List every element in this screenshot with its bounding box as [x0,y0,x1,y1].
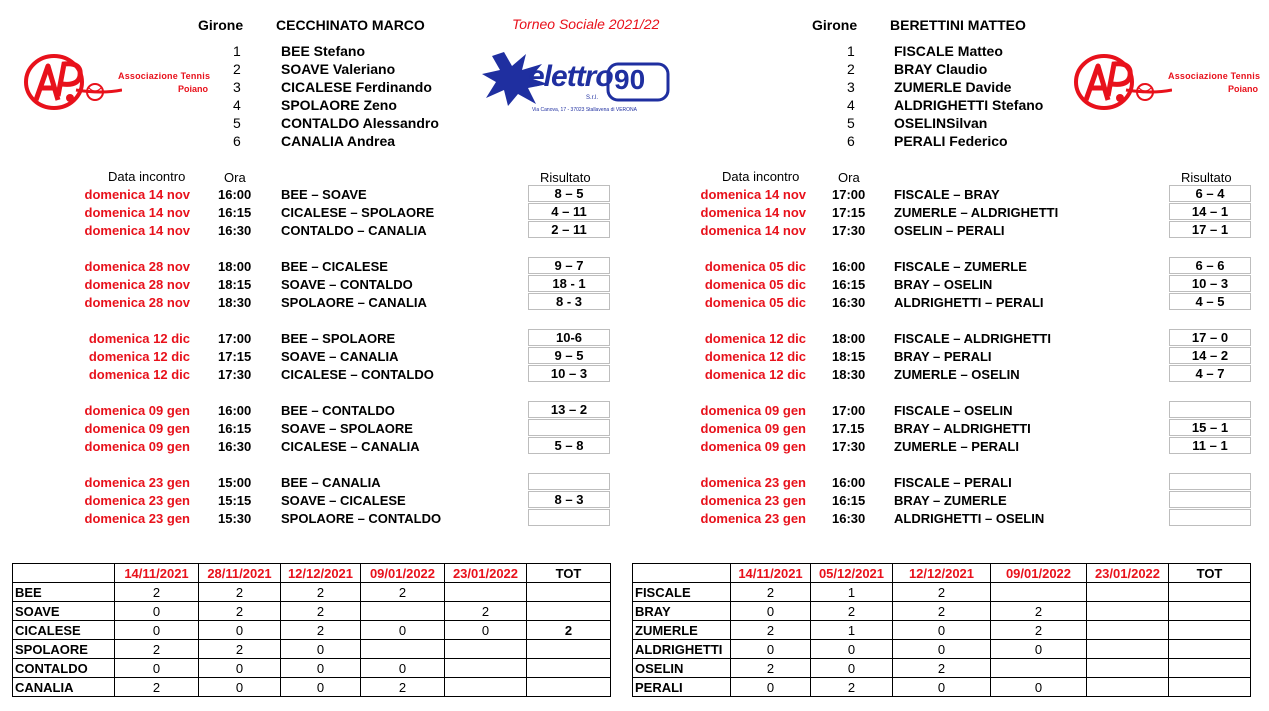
player-number: 2 [233,61,241,77]
standings-points-cell: 0 [115,602,199,621]
match-pairing: BEE – SPOLAORE [281,331,396,346]
standings-points-cell: 0 [281,640,361,659]
match-pairing: BRAY – ZUMERLE [894,493,1007,508]
standings-points-cell [527,659,611,678]
match-date: domenica 23 gen [700,511,806,526]
standings-points-cell [445,583,527,602]
player-name: FISCALE Matteo [894,43,1003,59]
match-pairing: CICALESE – CANALIA [281,439,420,454]
match-pairing: ALDRIGHETTI – OSELIN [894,511,1045,526]
match-date: domenica 09 gen [84,403,190,418]
match-pairing: SOAVE – SPOLAORE [281,421,413,436]
player-name: BEE Stefano [281,43,366,59]
match-date: domenica 14 nov [700,187,806,202]
match-time: 16:15 [218,421,252,436]
match-time: 15:00 [218,475,252,490]
match-time: 16:15 [832,493,866,508]
match-result: 14 – 1 [1169,203,1251,220]
match-pairing: CONTALDO – CANALIA [281,223,427,238]
standings-date-header: 12/12/2021 [281,564,361,583]
match-result [528,509,610,526]
standings-points-cell [1169,583,1251,602]
match-time: 15:30 [218,511,252,526]
match-time: 16:30 [218,223,252,238]
match-result: 5 – 8 [528,437,610,454]
match-date: domenica 05 dic [704,295,806,310]
match-date: domenica 12 dic [88,331,190,346]
match-date: domenica 12 dic [88,367,190,382]
match-pairing: FISCALE – ZUMERLE [894,259,1027,274]
standings-row [633,583,1251,602]
player-number: 5 [233,115,241,131]
standings-points-cell: 2 [893,583,991,602]
match-result: 13 – 2 [528,401,610,418]
standings-points-cell: 0 [281,659,361,678]
match-time: 16:00 [218,187,252,202]
standings-points-cell: 2 [893,659,991,678]
match-pairing: BRAY – ALDRIGHETTI [894,421,1031,436]
standings-points-cell [1169,640,1251,659]
standings-points-cell: 0 [991,640,1087,659]
standings-points-cell: 0 [199,678,281,697]
standings-total-header: TOT [527,564,611,583]
match-pairing: FISCALE – PERALI [894,475,1012,490]
match-time: 18:00 [832,331,866,346]
match-time: 18:00 [218,259,252,274]
standings-points-cell [527,640,611,659]
standings-player-name: CANALIA [13,678,115,697]
player-number: 6 [233,133,241,149]
match-result [1169,509,1251,526]
standings-total-header: TOT [1169,564,1251,583]
standings-row [633,659,1251,678]
match-time: 16:30 [218,439,252,454]
match-pairing: SOAVE – CANALIA [281,349,399,364]
tournament-title: Torneo Sociale 2021/22 [512,16,660,32]
match-time: 16:15 [832,277,866,292]
match-time: 18:15 [218,277,252,292]
match-date: domenica 05 dic [704,277,806,292]
standings-row [633,640,1251,659]
standings-points-cell: 2 [731,659,811,678]
match-result: 8 - 3 [528,293,610,310]
standings-points-cell [991,583,1087,602]
result-header-left: Risultato [540,170,591,185]
match-time: 16:00 [832,259,866,274]
standings-points-cell: 2 [199,583,281,602]
match-pairing: ZUMERLE – PERALI [894,439,1019,454]
standings-points-cell: 0 [811,659,893,678]
standings-points-cell [1087,583,1169,602]
standings-points-cell: 0 [731,678,811,697]
player-name: OSELINSilvan [894,115,988,131]
standings-points-cell: 2 [445,602,527,621]
standings-table-right [632,563,1251,697]
standings-points-cell [1169,678,1251,697]
match-date: domenica 14 nov [700,223,806,238]
match-date: domenica 14 nov [84,187,190,202]
match-result [528,473,610,490]
match-time: 17:30 [218,367,252,382]
match-result: 15 – 1 [1169,419,1251,436]
player-name: CANALIA Andrea [281,133,396,149]
standings-points-cell: 0 [115,659,199,678]
standings-points-cell: 2 [281,583,361,602]
standings-row [13,583,611,602]
match-pairing: FISCALE – OSELIN [894,403,1013,418]
standings-points-cell: 0 [893,640,991,659]
match-pairing: FISCALE – ALDRIGHETTI [894,331,1051,346]
sponsor-name: elettro [528,60,613,93]
date-header-left: Data incontro [108,169,186,184]
standings-points-cell: 2 [361,678,445,697]
match-date: domenica 09 gen [700,403,806,418]
standings-points-cell: 0 [893,678,991,697]
match-pairing: CICALESE – CONTALDO [281,367,434,382]
standings-date-header: 09/01/2022 [361,564,445,583]
standings-points-cell: 1 [811,621,893,640]
result-header-right: Risultato [1181,170,1232,185]
match-date: domenica 09 gen [84,439,190,454]
match-date: domenica 14 nov [84,205,190,220]
match-date: domenica 28 nov [84,259,190,274]
standings-points-cell: 0 [199,659,281,678]
match-pairing: CICALESE – SPOLAORE [281,205,435,220]
player-number: 4 [233,97,241,113]
match-result [1169,491,1251,508]
match-result: 8 – 3 [528,491,610,508]
standings-points-cell [527,602,611,621]
player-number: 5 [847,115,855,131]
match-pairing: OSELIN – PERALI [894,223,1005,238]
sponsor-address: Via Canova, 17 - 37023 Stallavena di VERONA [532,107,637,113]
standings-points-cell [1169,659,1251,678]
match-pairing: BEE – SOAVE [281,187,367,202]
standings-points-cell: 2 [527,621,611,640]
sponsor-logo [482,50,672,116]
group-captain-left: CECCHINATO MARCO [276,17,425,33]
standings-points-cell: 2 [199,602,281,621]
standings-points-cell: 2 [811,602,893,621]
match-pairing: BRAY – PERALI [894,349,992,364]
club-logo-town: Poiano [177,84,208,94]
match-date: domenica 12 dic [704,331,806,346]
standings-row [633,678,1251,697]
match-result: 6 – 6 [1169,257,1251,274]
match-time: 17.15 [832,421,865,436]
match-date: domenica 23 gen [700,475,806,490]
standings-points-cell: 0 [445,621,527,640]
match-result: 14 – 2 [1169,347,1251,364]
standings-points-cell: 0 [115,621,199,640]
standings-points-cell: 0 [811,640,893,659]
standings-points-cell: 0 [731,640,811,659]
match-date: domenica 09 gen [700,421,806,436]
standings-player-name: BEE [13,583,115,602]
sponsor-suffix: S.r.l. [586,95,599,101]
standings-points-cell: 2 [893,602,991,621]
match-date: domenica 28 nov [84,295,190,310]
match-pairing: ZUMERLE – OSELIN [894,367,1020,382]
match-pairing: BEE – CICALESE [281,259,388,274]
standings-date-header: 23/01/2022 [1087,564,1169,583]
match-result: 10 – 3 [1169,275,1251,292]
standings-row [633,602,1251,621]
standings-points-cell: 2 [281,621,361,640]
match-date: domenica 09 gen [84,421,190,436]
player-name: ALDRIGHETTI Stefano [894,97,1044,113]
standings-points-cell [361,640,445,659]
standings-points-cell: 2 [115,583,199,602]
standings-date-header: 14/11/2021 [731,564,811,583]
standings-date-header: 14/11/2021 [115,564,199,583]
match-result: 17 – 0 [1169,329,1251,346]
match-result: 11 – 1 [1169,437,1251,454]
standings-date-header: 05/12/2021 [811,564,893,583]
standings-points-cell [1087,678,1169,697]
match-result [528,419,610,436]
club-logo-right [1072,52,1269,112]
standings-table-left [12,563,611,697]
match-result: 10-6 [528,329,610,346]
standings-points-cell: 2 [991,621,1087,640]
standings-points-cell: 0 [199,621,281,640]
match-date: domenica 14 nov [700,205,806,220]
standings-points-cell [1087,659,1169,678]
standings-points-cell: 2 [731,621,811,640]
match-time: 17:30 [832,223,866,238]
group-label-left: Girone [198,17,244,33]
match-pairing: ZUMERLE – ALDRIGHETTI [894,205,1059,220]
standings-points-cell: 0 [361,621,445,640]
standings-points-cell: 0 [361,659,445,678]
standings-player-name: OSELIN [633,659,731,678]
player-name: SPOLAORE Zeno [281,97,397,113]
match-date: domenica 23 gen [700,493,806,508]
standings-player-name: PERALI [633,678,731,697]
match-time: 17:00 [832,187,866,202]
atp-logo-icon [22,52,122,112]
match-pairing: SOAVE – CONTALDO [281,277,413,292]
match-time: 16:30 [832,295,866,310]
match-time: 16:00 [218,403,252,418]
standings-points-cell [991,659,1087,678]
standings-points-cell: 2 [991,602,1087,621]
standings-points-cell: 2 [115,640,199,659]
match-pairing: SPOLAORE – CONTALDO [281,511,442,526]
match-date: domenica 28 nov [84,277,190,292]
standings-points-cell: 0 [893,621,991,640]
match-time: 16:00 [832,475,866,490]
sponsor-number: 90 [614,64,646,95]
standings-row [13,602,611,621]
match-pairing: ALDRIGHETTI – PERALI [894,295,1044,310]
club-logo-name: Associazione Tennis [1168,71,1261,81]
group-label-right: Girone [812,17,858,33]
standings-points-cell [1169,621,1251,640]
standings-points-cell: 2 [115,678,199,697]
match-result [1169,401,1251,418]
standings-date-header: 23/01/2022 [445,564,527,583]
standings-player-name: CONTALDO [13,659,115,678]
standings-row [13,659,611,678]
standings-corner-cell [13,564,115,583]
match-date: domenica 12 dic [704,349,806,364]
match-pairing: SOAVE – CICALESE [281,493,406,508]
standings-points-cell: 2 [361,583,445,602]
match-pairing: BEE – CONTALDO [281,403,395,418]
match-result: 6 – 4 [1169,185,1251,202]
player-name: ZUMERLE Davide [894,79,1012,95]
club-logo-town: Poiano [1227,84,1258,94]
match-result: 18 - 1 [528,275,610,292]
standings-points-cell: 0 [731,602,811,621]
standings-points-cell [527,678,611,697]
player-number: 3 [233,79,241,95]
player-name: CONTALDO Alessandro [281,115,439,131]
standings-points-cell [527,583,611,602]
match-date: domenica 23 gen [84,511,190,526]
standings-corner-cell [633,564,731,583]
standings-date-header: 28/11/2021 [199,564,281,583]
standings-points-cell [445,659,527,678]
match-date: domenica 12 dic [704,367,806,382]
match-result: 17 – 1 [1169,221,1251,238]
player-name: BRAY Claudio [894,61,988,77]
time-header-left: Ora [224,170,246,185]
standings-date-header: 09/01/2022 [991,564,1087,583]
match-result: 2 – 11 [528,221,610,238]
standings-points-cell: 2 [731,583,811,602]
match-result [1169,473,1251,490]
match-result: 4 – 5 [1169,293,1251,310]
standings-player-name: BRAY [633,602,731,621]
atp-logo-icon [1072,52,1172,112]
match-time: 17:30 [832,439,866,454]
club-logo-left [22,52,222,112]
standings-points-cell: 0 [281,678,361,697]
standings-header-row [13,564,611,583]
standings-points-cell [445,640,527,659]
match-time: 18:15 [832,349,866,364]
standings-points-cell: 1 [811,583,893,602]
standings-points-cell: 2 [281,602,361,621]
standings-player-name: ZUMERLE [633,621,731,640]
match-pairing: BRAY – OSELIN [894,277,993,292]
standings-row [13,678,611,697]
match-date: domenica 23 gen [84,475,190,490]
match-pairing: BEE – CANALIA [281,475,381,490]
standings-points-cell [1169,602,1251,621]
player-number: 6 [847,133,855,149]
player-number: 2 [847,61,855,77]
standings-points-cell [1087,640,1169,659]
match-time: 17:15 [832,205,866,220]
match-time: 16:30 [832,511,866,526]
match-pairing: FISCALE – BRAY [894,187,1000,202]
player-number: 1 [233,43,241,59]
standings-player-name: SPOLAORE [13,640,115,659]
player-number: 3 [847,79,855,95]
standings-row [633,621,1251,640]
match-time: 18:30 [832,367,866,382]
match-result: 10 – 3 [528,365,610,382]
match-date: domenica 05 dic [704,259,806,274]
player-name: PERALI Federico [894,133,1008,149]
standings-header-row [633,564,1251,583]
standings-player-name: CICALESE [13,621,115,640]
standings-points-cell: 2 [199,640,281,659]
match-date: domenica 09 gen [700,439,806,454]
standings-points-cell [361,602,445,621]
match-time: 17:00 [218,331,252,346]
player-number: 4 [847,97,855,113]
standings-points-cell [445,678,527,697]
match-result: 9 – 5 [528,347,610,364]
player-number: 1 [847,43,855,59]
player-name: SOAVE Valeriano [281,61,396,77]
match-time: 17:00 [832,403,866,418]
match-date: domenica 12 dic [88,349,190,364]
match-result: 8 – 5 [528,185,610,202]
match-pairing: SPOLAORE – CANALIA [281,295,427,310]
match-result: 4 – 11 [528,203,610,220]
standings-row [13,640,611,659]
date-header-right: Data incontro [722,169,800,184]
club-logo-name: Associazione Tennis [118,71,211,81]
standings-points-cell: 0 [991,678,1087,697]
time-header-right: Ora [838,170,860,185]
match-date: domenica 14 nov [84,223,190,238]
match-date: domenica 23 gen [84,493,190,508]
standings-player-name: FISCALE [633,583,731,602]
standings-points-cell: 2 [811,678,893,697]
match-result: 9 – 7 [528,257,610,274]
match-result: 4 – 7 [1169,365,1251,382]
match-time: 17:15 [218,349,252,364]
standings-player-name: ALDRIGHETTI [633,640,731,659]
match-time: 16:15 [218,205,252,220]
standings-player-name: SOAVE [13,602,115,621]
standings-points-cell [1087,602,1169,621]
match-time: 15:15 [218,493,252,508]
group-captain-right: BERETTINI MATTEO [890,17,1026,33]
standings-points-cell [1087,621,1169,640]
standings-date-header: 12/12/2021 [893,564,991,583]
player-name: CICALESE Ferdinando [281,79,432,95]
standings-row [13,621,611,640]
match-time: 18:30 [218,295,252,310]
